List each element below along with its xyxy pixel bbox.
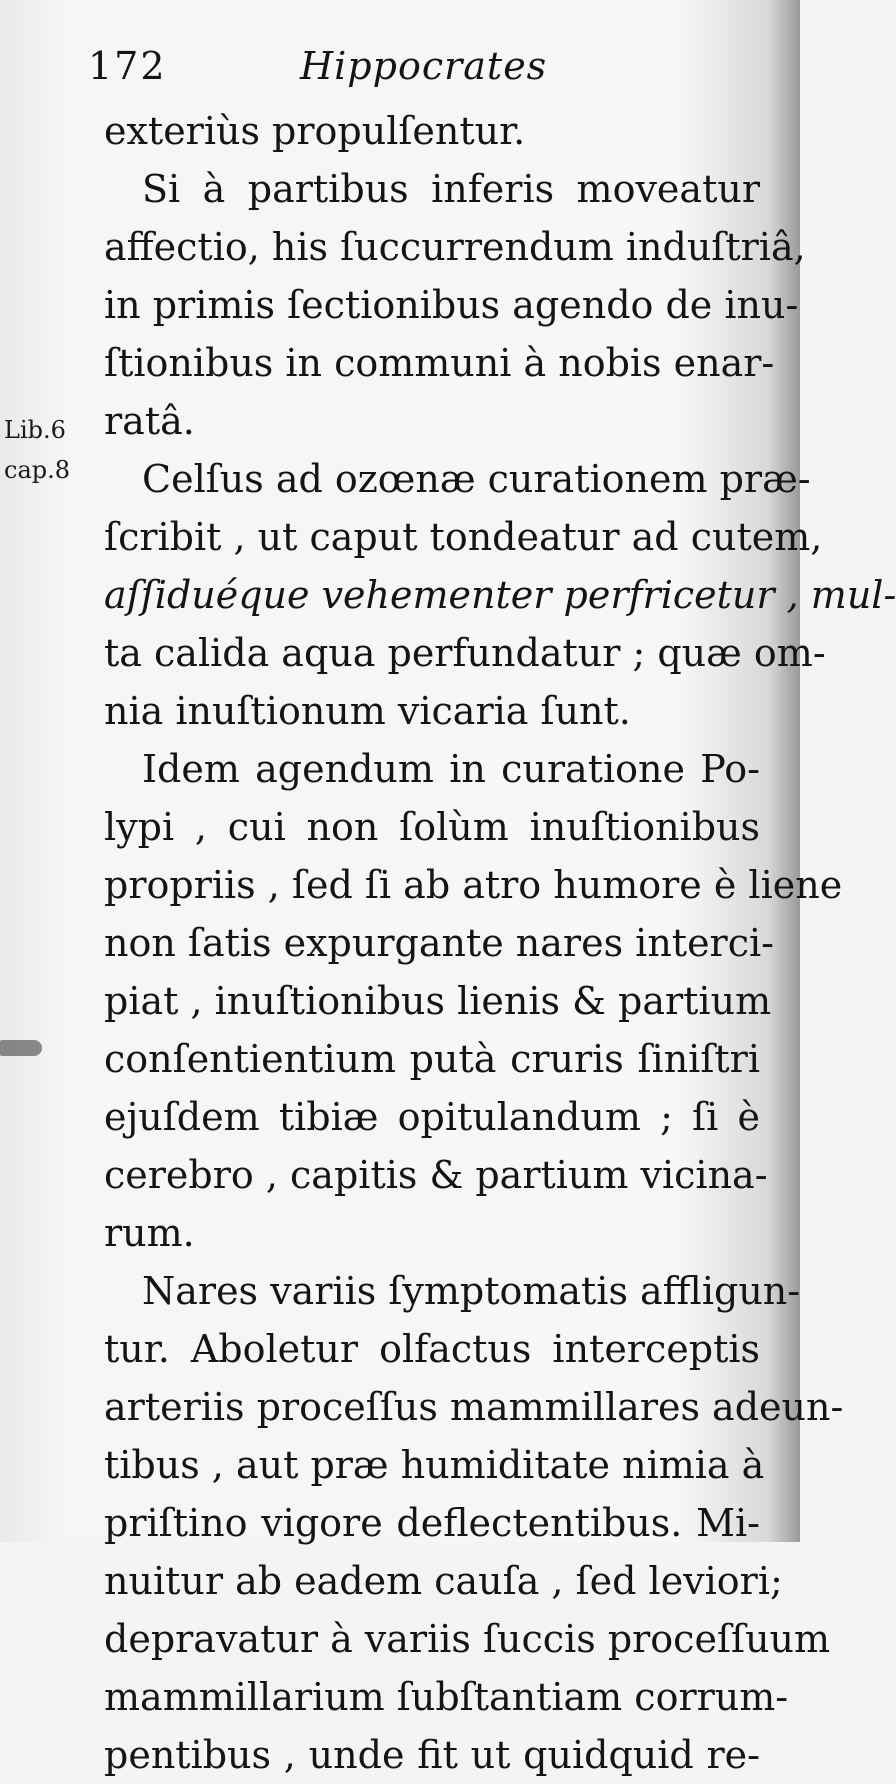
page-header xyxy=(88,44,548,100)
body-text xyxy=(104,102,896,1784)
text-line: nuitur ab eadem cauſa , ſed leviori; xyxy=(104,1559,783,1603)
text-line: rum. xyxy=(104,1211,195,1255)
text-line: priſtino vigore deflectentibus. Mi- xyxy=(104,1501,760,1545)
text-line: lypi , cui non ſolùm inuſtionibus xyxy=(104,805,760,849)
margin-note-chapter: cap.8 xyxy=(4,456,71,484)
text-line: in primis ſectionibus agendo de inu- xyxy=(104,283,799,327)
running-title: Hippocrates xyxy=(300,44,548,88)
text-line: ſcribit , ut caput tondeatur ad cutem, xyxy=(104,515,823,559)
text-line: propriis , ſed ſi ab atro humore è liene xyxy=(104,863,843,907)
text-line: conſentientium putà cruris ſiniſtri xyxy=(104,1037,760,1081)
text-line: aſſiduéque vehementer perfricetur , mul- xyxy=(104,573,896,617)
text-line: Idem agendum in curatione Po- xyxy=(142,747,760,791)
text-line: tur. Aboletur olfactus interceptis xyxy=(104,1327,760,1371)
text-line: depravatur à variis ſuccis proceſſuum xyxy=(104,1617,831,1661)
text-line: Celſus ad ozœnæ curationem præ- xyxy=(142,457,811,501)
page-stain xyxy=(0,1040,42,1056)
text-line: pentibus , unde fit ut quidquid re- xyxy=(104,1733,760,1777)
text-line: mammillarium ſubſtantiam corrum- xyxy=(104,1675,789,1719)
text-line: exteriùs propulſentur. xyxy=(104,109,526,153)
text-line: non ſatis expurgante nares interci- xyxy=(104,921,774,965)
text-line: ta calida aqua perfundatur ; quæ om- xyxy=(104,631,826,675)
text-line: ratâ. xyxy=(104,399,195,443)
text-line: Si à partibus inferis moveatur xyxy=(142,167,760,211)
text-line: cerebro , capitis & partium vicina- xyxy=(104,1153,768,1197)
text-line: nia inuſtionum vicaria ſunt. xyxy=(104,689,631,733)
margin-note xyxy=(4,410,70,490)
margin-note-book: Lib.6 xyxy=(4,416,66,444)
text-line: affectio, his ſuccurrendum induſtriâ, xyxy=(104,225,806,269)
text-line: piat , inuſtionibus lienis & partium xyxy=(104,979,772,1023)
text-line: Nares variis ſymptomatis affligun- xyxy=(142,1269,801,1313)
text-line: arteriis proceſſus mammillares adeun- xyxy=(104,1385,844,1429)
page-number: 172 xyxy=(88,44,167,88)
text-line: ſtionibus in communi à nobis enar- xyxy=(104,341,775,385)
text-line: tibus , aut præ humiditate nimia à xyxy=(104,1443,765,1487)
text-line: ejuſdem tibiæ opitulandum ; ſi è xyxy=(104,1095,760,1139)
